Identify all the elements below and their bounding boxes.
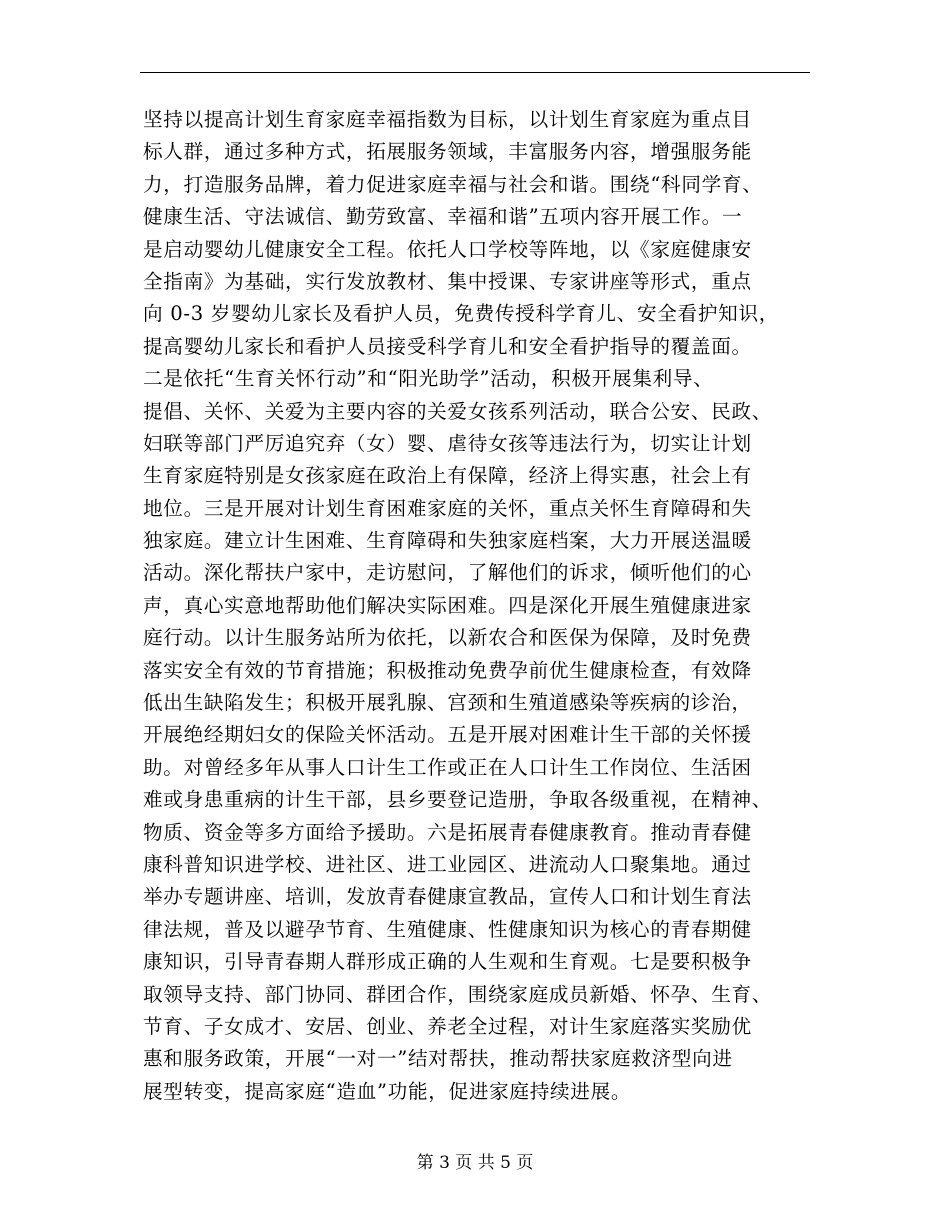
text-line: 独家庭。建立计生困难、生育障碍和失独家庭档案，大力开展送温暖 — [143, 529, 752, 553]
text-line: 节育、子女成才、安居、创业、养老全过程，对计生家庭落实奖励优 — [143, 1014, 752, 1038]
body-paragraph — [143, 104, 803, 1108]
text-line: 标人群，通过多种方式，拓展服务领域，丰富服务内容，增强服务能 — [143, 140, 752, 164]
text-line: 康科普知识进学校、进社区、进工业园区、进流动人口聚集地。通过 — [143, 852, 752, 876]
text-line: 提倡、关怀、关爱为主要内容的关爱女孩系列活动，联合公安、民政、 — [143, 399, 773, 423]
text-line: 是启动婴幼儿健康安全工程。依托人口学校等阵地，以《家庭健康安 — [143, 237, 752, 261]
text-line: 展型转变，提高家庭“造血”功能，促进家庭持续进展。 — [143, 1079, 632, 1103]
text-line: 生育家庭特别是女孩家庭在政治上有保障，经济上得实惠，社会上有 — [143, 464, 752, 488]
text-line: 向 0-3 岁婴幼儿家长及看护人员，免费传授科学育儿、安全看护知识， — [143, 302, 780, 326]
text-line: 声，真心实意地帮助他们解决实际困难。四是深化开展生殖健康进家 — [143, 593, 752, 617]
text-line: 庭行动。以计生服务站所为依托，以新农合和医保为保障，及时免费 — [143, 626, 752, 650]
text-line: 助。对曾经多年从事人口计生工作或正在人口计生工作岗位、生活困 — [143, 755, 752, 779]
text-line: 康知识，引导青春期人群形成正确的人生观和生育观。七是要积极争 — [143, 950, 752, 974]
text-line: 健康生活、守法诚信、勤劳致富、幸福和谐”五项内容开展工作。一 — [143, 205, 743, 229]
text-line: 落实安全有效的节育措施；积极推动免费孕前优生健康检查，有效降 — [143, 658, 752, 682]
text-line: 妇联等部门严厉追究弃（女）婴、虐待女孩等违法行为，切实让计划 — [143, 431, 752, 455]
text-line: 力，打造服务品牌，着力促进家庭幸福与社会和谐。围绕“科同学育、 — [143, 172, 763, 196]
text-line: 开展绝经期妇女的保险关怀活动。五是开展对困难计生干部的关怀援 — [143, 723, 752, 747]
text-line: 举办专题讲座、培训，发放青春健康宣教品，宣传人口和计划生育法 — [143, 885, 752, 909]
text-line: 律法规，普及以避孕节育、生殖健康、性健康知识为核心的青春期健 — [143, 917, 752, 941]
header-rule — [140, 72, 810, 73]
text-line: 低出生缺陷发生；积极开展乳腺、宫颈和生殖道感染等疾病的诊治， — [143, 691, 752, 715]
text-line: 难或身患重病的计生干部，县乡要登记造册，争取各级重视，在精神、 — [143, 788, 773, 812]
text-line: 提高婴幼儿家长和看护人员接受科学育儿和安全看护指导的覆盖面。 — [143, 334, 752, 358]
text-line: 惠和服务政策，开展“一对一”结对帮扶，推动帮扶家庭救济型向进 — [143, 1047, 733, 1071]
text-line: 全指南》为基础，实行发放教材、集中授课、专家讲座等形式，重点 — [143, 269, 752, 293]
text-line: 物质、资金等多方面给予援助。六是拓展青春健康教育。推动青春健 — [143, 820, 752, 844]
text-line: 坚持以提高计划生育家庭幸福指数为目标，以计划生育家庭为重点目 — [143, 108, 752, 131]
text-line: 取领导支持、部门协同、群团合作，围绕家庭成员新婚、怀孕、生育、 — [143, 982, 773, 1006]
text-line: 二是依托“生育关怀行动”和“阳光助学”活动，积极开展集利导、 — [143, 367, 714, 391]
page-number-footer: 第 3 页 共 5 页 — [416, 1153, 534, 1173]
text-line: 地位。三是开展对计划生育困难家庭的关怀，重点关怀生育障碍和失 — [143, 496, 752, 520]
text-line: 活动。深化帮扶户家中，走访慰问，了解他们的诉求，倾听他们的心 — [143, 561, 752, 585]
